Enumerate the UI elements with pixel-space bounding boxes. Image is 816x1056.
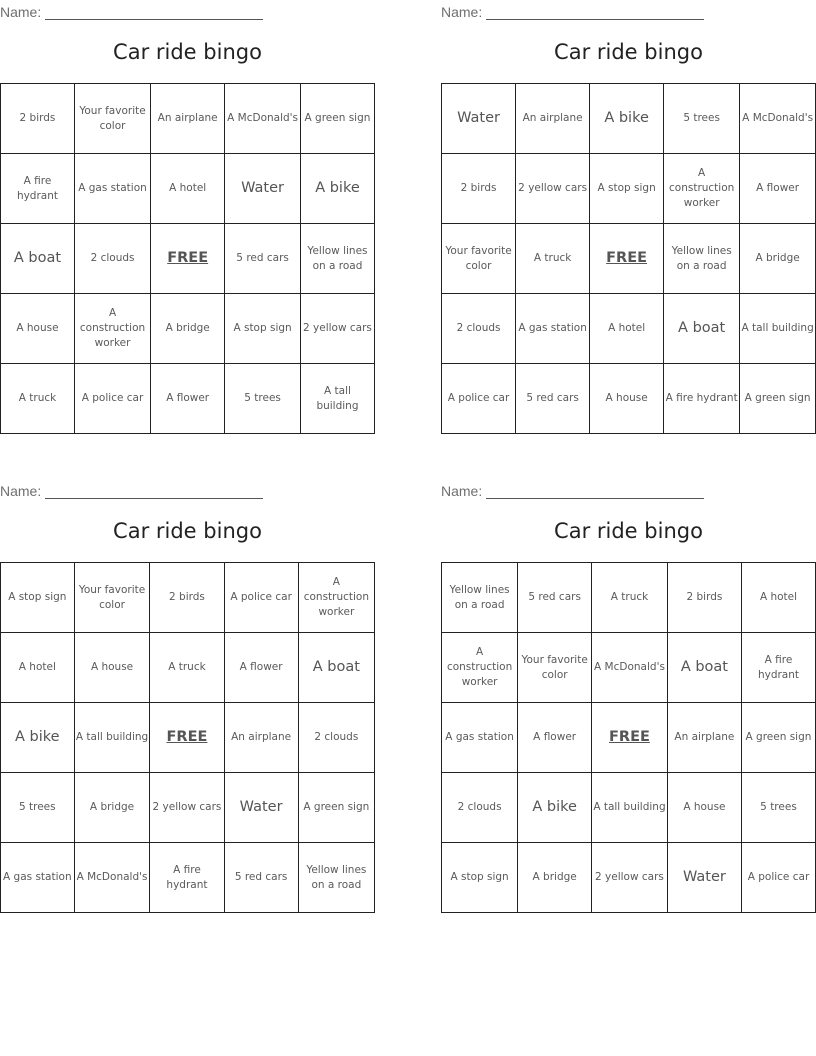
bingo-cell[interactable]: 2 birds — [667, 563, 741, 633]
bingo-cell[interactable]: 5 red cars — [224, 843, 298, 913]
bingo-cell[interactable]: 2 yellow cars — [592, 843, 668, 913]
bingo-cell[interactable]: A boat — [298, 633, 374, 703]
bingo-row — [1, 154, 375, 224]
bingo-cell[interactable]: A boat — [664, 294, 740, 364]
bingo-cell[interactable]: 2 yellow cars — [150, 773, 224, 843]
bingo-row — [1, 843, 375, 913]
bingo-cell[interactable]: 2 birds — [150, 563, 224, 633]
bingo-cell[interactable]: An airplane — [224, 703, 298, 773]
bingo-cell[interactable]: A construction worker — [442, 633, 518, 703]
bingo-cell[interactable]: Yellow lines on a road — [442, 563, 518, 633]
bingo-cell[interactable]: A green sign — [298, 773, 374, 843]
bingo-cell[interactable]: A truck — [1, 364, 75, 434]
bingo-cell[interactable]: A stop sign — [225, 294, 301, 364]
card-title: Car ride bingo — [554, 40, 703, 64]
bingo-cell[interactable]: A construction worker — [664, 154, 740, 224]
bingo-cell[interactable]: Your favorite color — [442, 224, 516, 294]
bingo-cell[interactable]: A fire hydrant — [664, 364, 740, 434]
bingo-cell[interactable]: A bridge — [740, 224, 816, 294]
bingo-cell[interactable]: A gas station — [74, 154, 150, 224]
bingo-cell[interactable]: A police car — [224, 563, 298, 633]
bingo-cell[interactable]: 5 red cars — [518, 563, 592, 633]
bingo-cell[interactable]: 2 clouds — [74, 224, 150, 294]
bingo-cell[interactable]: A truck — [150, 633, 224, 703]
bingo-cell[interactable]: A McDonald's — [740, 84, 816, 154]
bingo-cell[interactable]: Your favorite color — [74, 563, 150, 633]
bingo-card-4 — [441, 479, 816, 913]
name-blank-line[interactable] — [45, 486, 263, 499]
bingo-cell[interactable]: 2 birds — [442, 154, 516, 224]
bingo-cell[interactable]: Water — [442, 84, 516, 154]
bingo-row — [1, 703, 375, 773]
bingo-cell[interactable]: 5 trees — [225, 364, 301, 434]
bingo-cell[interactable]: Yellow lines on a road — [300, 224, 374, 294]
bingo-cell[interactable]: A construction worker — [74, 294, 150, 364]
bingo-card-3 — [0, 479, 375, 913]
bingo-row — [442, 224, 816, 294]
name-label: Name: — [0, 483, 42, 499]
bingo-cell[interactable]: An airplane — [516, 84, 590, 154]
bingo-cell[interactable]: A green sign — [300, 84, 374, 154]
bingo-cell[interactable]: A fire hydrant — [150, 843, 224, 913]
bingo-card-1 — [0, 0, 375, 434]
bingo-cell[interactable]: 2 clouds — [442, 294, 516, 364]
bingo-cell[interactable]: A truck — [592, 563, 668, 633]
bingo-cell[interactable]: A stop sign — [1, 563, 75, 633]
bingo-cell[interactable]: 2 yellow cars — [516, 154, 590, 224]
free-space[interactable]: FREE — [150, 703, 224, 773]
bingo-cell[interactable]: Yellow lines on a road — [664, 224, 740, 294]
card-title: Car ride bingo — [113, 40, 262, 64]
bingo-row — [1, 773, 375, 843]
bingo-cell[interactable]: A police car — [741, 843, 815, 913]
bingo-row — [1, 294, 375, 364]
bingo-row — [1, 633, 375, 703]
bingo-cell[interactable]: A hotel — [741, 563, 815, 633]
bingo-cell[interactable]: A flower — [224, 633, 298, 703]
bingo-cell[interactable]: 5 trees — [741, 773, 815, 843]
bingo-cell[interactable]: An airplane — [667, 703, 741, 773]
bingo-row — [442, 773, 816, 843]
bingo-cell[interactable]: A hotel — [1, 633, 75, 703]
bingo-cell[interactable]: A police car — [74, 364, 150, 434]
bingo-cell[interactable]: A flower — [518, 703, 592, 773]
bingo-row — [1, 364, 375, 434]
bingo-cell[interactable]: A bike — [1, 703, 75, 773]
bingo-cell[interactable]: 5 red cars — [225, 224, 301, 294]
bingo-cell[interactable]: An airplane — [151, 84, 225, 154]
bingo-cell[interactable]: A gas station — [1, 843, 75, 913]
bingo-cell[interactable]: A gas station — [516, 294, 590, 364]
bingo-cell[interactable]: 2 yellow cars — [300, 294, 374, 364]
bingo-cell[interactable]: Your favorite color — [518, 633, 592, 703]
bingo-cell[interactable]: A bridge — [74, 773, 150, 843]
bingo-cell[interactable]: A boat — [1, 224, 75, 294]
bingo-cell[interactable]: A fire hydrant — [1, 154, 75, 224]
bingo-row — [442, 563, 816, 633]
card-title: Car ride bingo — [554, 519, 703, 543]
bingo-cell[interactable]: Water — [224, 773, 298, 843]
bingo-grid — [441, 83, 816, 434]
name-label: Name: — [0, 4, 42, 20]
name-row — [0, 2, 263, 20]
bingo-card-2 — [441, 0, 816, 434]
bingo-cell[interactable]: A stop sign — [590, 154, 664, 224]
bingo-cell[interactable]: Water — [667, 843, 741, 913]
bingo-cell[interactable]: A house — [1, 294, 75, 364]
bingo-cell[interactable]: A house — [74, 633, 150, 703]
bingo-cell[interactable]: A tall building — [592, 773, 668, 843]
bingo-grid — [441, 562, 816, 913]
bingo-cell[interactable]: A tall building — [74, 703, 150, 773]
bingo-cell[interactable]: A bridge — [518, 843, 592, 913]
bingo-cell[interactable]: A green sign — [741, 703, 815, 773]
name-label: Name: — [441, 4, 483, 20]
free-space[interactable]: FREE — [151, 224, 225, 294]
bingo-row — [442, 703, 816, 773]
free-space[interactable]: FREE — [592, 703, 668, 773]
bingo-cell[interactable]: A boat — [667, 633, 741, 703]
bingo-cell[interactable]: A bridge — [151, 294, 225, 364]
name-blank-line[interactable] — [486, 486, 704, 499]
card-title: Car ride bingo — [113, 519, 262, 543]
bingo-cell[interactable]: A police car — [442, 364, 516, 434]
bingo-cell[interactable]: A bike — [518, 773, 592, 843]
bingo-cell[interactable]: A McDonald's — [74, 843, 150, 913]
bingo-row — [1, 84, 375, 154]
name-blank-line[interactable] — [486, 7, 704, 20]
bingo-grid — [0, 562, 375, 913]
bingo-cell[interactable]: A hotel — [151, 154, 225, 224]
bingo-row — [1, 563, 375, 633]
name-label: Name: — [441, 483, 483, 499]
bingo-cell[interactable]: A truck — [516, 224, 590, 294]
bingo-row — [442, 633, 816, 703]
bingo-row — [442, 843, 816, 913]
bingo-cell[interactable]: A tall building — [300, 364, 374, 434]
bingo-cell[interactable]: A bike — [300, 154, 374, 224]
bingo-cell[interactable]: A green sign — [740, 364, 816, 434]
bingo-cell[interactable]: A bike — [590, 84, 664, 154]
bingo-cell[interactable]: Water — [225, 154, 301, 224]
bingo-cell[interactable]: 2 clouds — [442, 773, 518, 843]
bingo-cell[interactable]: Yellow lines on a road — [298, 843, 374, 913]
bingo-cell[interactable]: 2 birds — [1, 84, 75, 154]
bingo-cell[interactable]: A tall building — [740, 294, 816, 364]
bingo-row — [442, 294, 816, 364]
free-space[interactable]: FREE — [590, 224, 664, 294]
bingo-cell[interactable]: 2 clouds — [298, 703, 374, 773]
bingo-cell[interactable]: A flower — [740, 154, 816, 224]
bingo-cell[interactable]: A hotel — [590, 294, 664, 364]
bingo-cell[interactable]: A construction worker — [298, 563, 374, 633]
bingo-row — [442, 84, 816, 154]
bingo-cell[interactable]: A McDonald's — [592, 633, 668, 703]
bingo-cell[interactable]: A McDonald's — [225, 84, 301, 154]
bingo-cell[interactable]: Your favorite color — [74, 84, 150, 154]
name-blank-line[interactable] — [45, 7, 263, 20]
bingo-cell[interactable]: A stop sign — [442, 843, 518, 913]
bingo-row — [442, 154, 816, 224]
bingo-row — [442, 364, 816, 434]
bingo-grid — [0, 83, 375, 434]
name-row — [441, 481, 704, 499]
bingo-cell[interactable]: A gas station — [442, 703, 518, 773]
bingo-cell[interactable]: 5 trees — [1, 773, 75, 843]
name-row — [0, 481, 263, 499]
bingo-row — [1, 224, 375, 294]
bingo-cell[interactable]: A fire hydrant — [741, 633, 815, 703]
name-row — [441, 2, 704, 20]
bingo-cell[interactable]: 5 red cars — [516, 364, 590, 434]
bingo-cell[interactable]: 5 trees — [664, 84, 740, 154]
bingo-cell[interactable]: A house — [590, 364, 664, 434]
bingo-cell[interactable]: A flower — [151, 364, 225, 434]
bingo-cell[interactable]: A house — [667, 773, 741, 843]
